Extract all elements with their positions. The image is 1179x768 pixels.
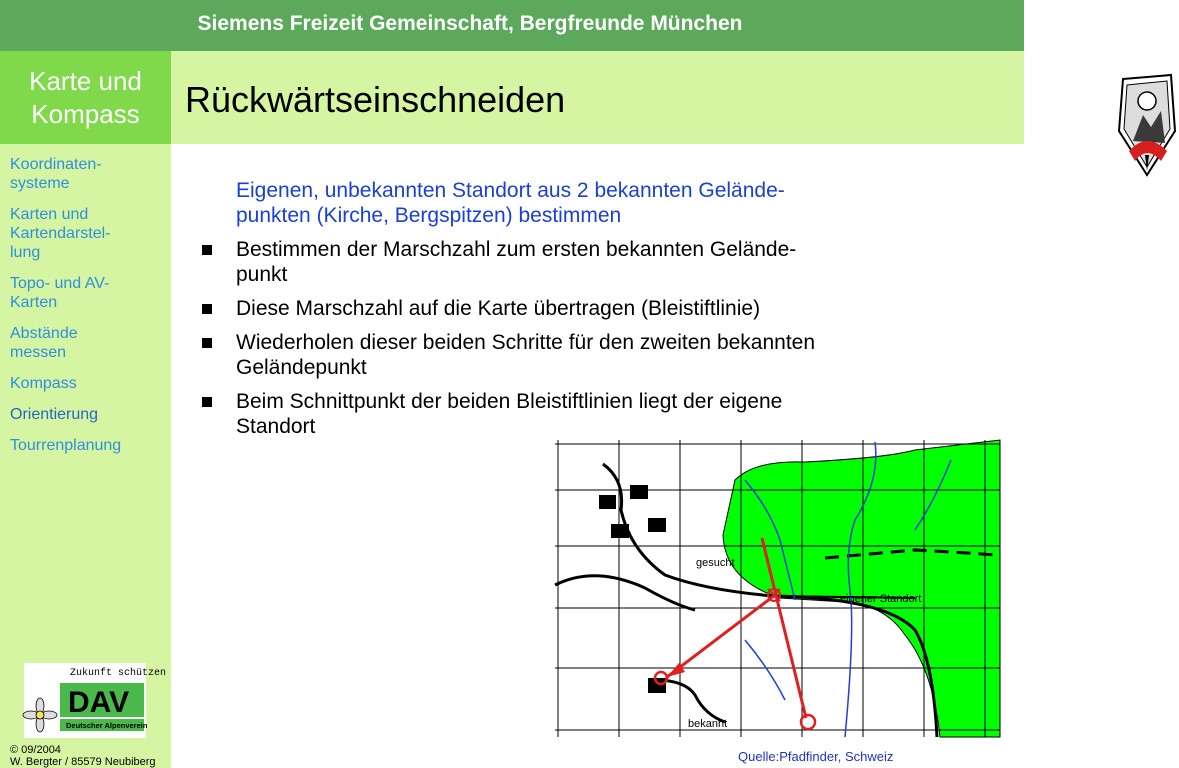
nav-item-kartendarstellung[interactable]: Karten und Kartendarstel- lung [10,206,111,261]
bullet-item: Bestimmen der Marschzahl zum ersten bekannten Gelände- punkt [196,237,936,287]
section-title-box [0,51,171,144]
slide-content [196,178,936,448]
bullet-item: Wiederholen dieser beiden Schritte für den zweiten bekannten Geländepunkt [196,330,936,380]
square-bullet-icon [202,397,212,407]
square-bullet-icon [202,338,212,348]
nav-item-tourenplanung[interactable]: Tourrenplanung [10,437,122,454]
bullet-item: Diese Marschzahl auf die Karte übertragen (Bleistiftlinie) [196,296,936,321]
section-title: Karte und Kompass [29,66,142,129]
nav-item-kompass[interactable]: Kompass [10,375,77,392]
page-title: Rückwärtseinschneiden [185,79,566,120]
slide-header [171,51,1024,144]
topic-navigation [10,155,170,467]
square-bullet-icon [202,304,212,314]
bullet-item: Beim Schnittpunkt der beiden Bleistiftlinien liegt der eigene Standort [196,389,936,439]
map-label-standort: eigener Standort [840,593,922,605]
image-source: Quelle:Pfadfinder, Schweiz [738,749,894,764]
dav-slogan: Zukunft schützen [70,668,167,679]
dav-subtitle: Deutscher Alpenverein [66,721,148,730]
nav-item-orientierung[interactable]: Orientierung [10,406,99,423]
intro-text: Eigenen, unbekannten Standort aus 2 bekannten Gelände- punkten (Kirche, Bergspitzen) bestimmen [236,179,785,227]
map-label-gesucht: gesucht [696,557,735,569]
nav-item-abstaende-messen[interactable]: Abstände messen [10,325,78,361]
copyright: © 09/2004 W. Bergter / 85579 Neubiberg [10,744,156,768]
map-label-bekannt: bekannt [688,718,728,730]
nav-item-koordinatensysteme[interactable]: Koordinaten- systeme [10,156,102,192]
square-bullet-icon [202,245,212,255]
dav-section-emblem-icon [1115,71,1179,179]
dav-name: DAV [68,686,130,719]
organization-title: Siemens Freizeit Gemeinschaft, Bergfreunde München [197,12,743,35]
top-bar [0,0,1024,51]
resection-map-diagram [555,440,1010,737]
dav-logo [24,663,167,738]
nav-item-topo-av-karten[interactable]: Topo- und AV- Karten [10,275,110,311]
